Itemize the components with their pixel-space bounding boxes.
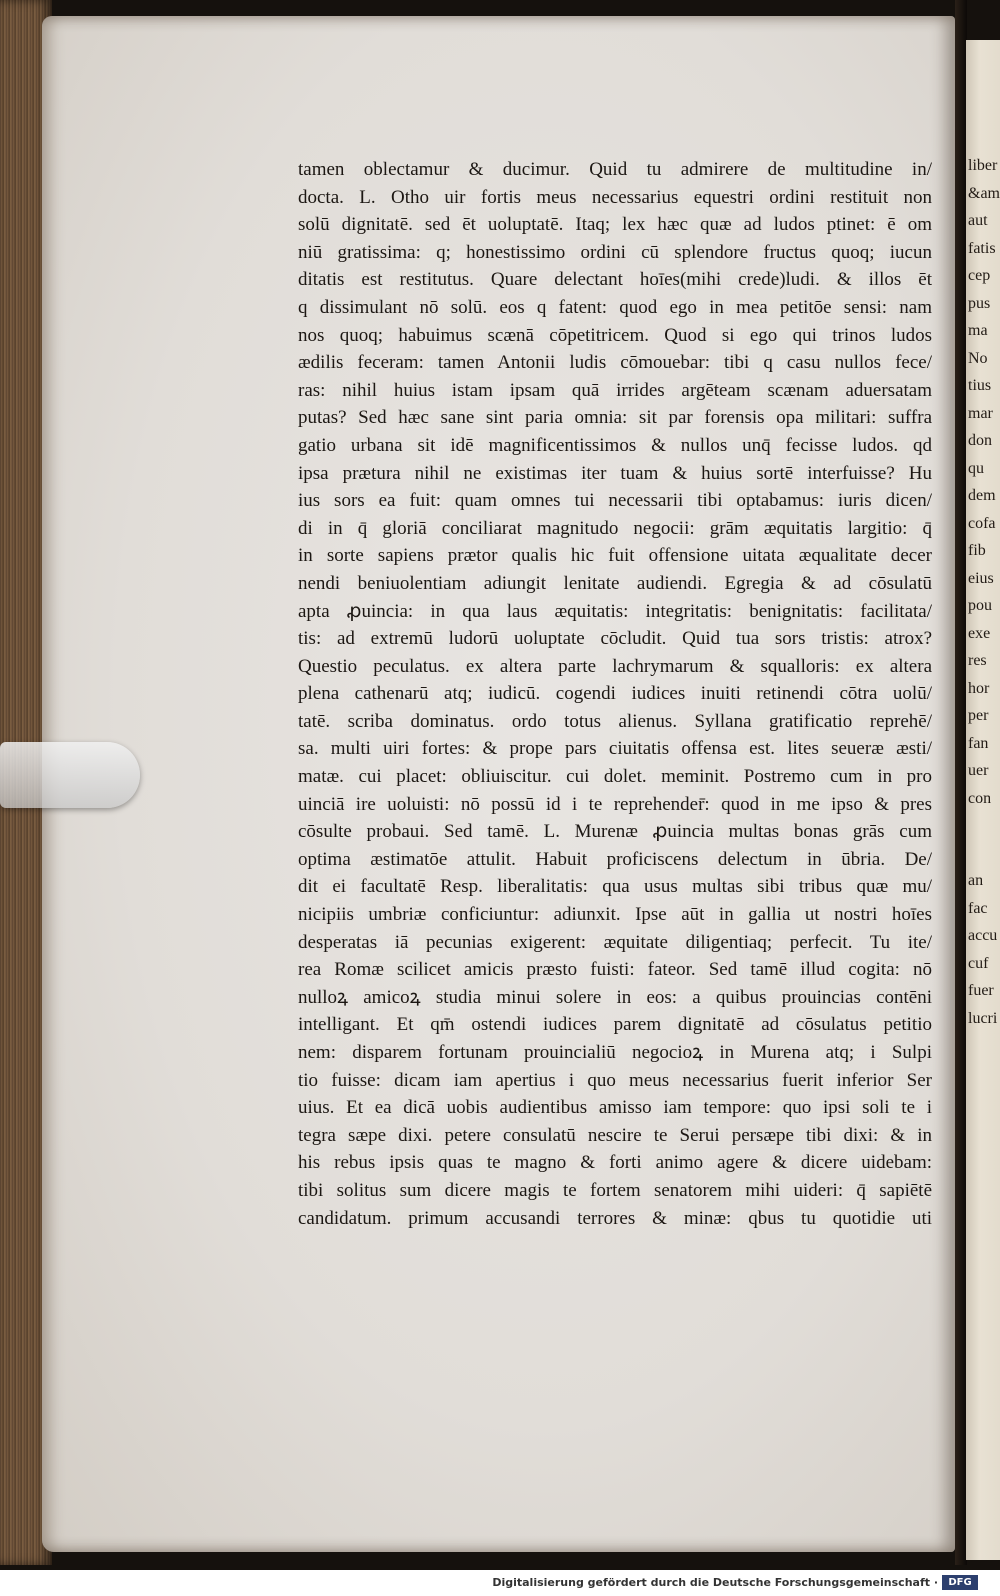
facing-page-fragment: fac	[968, 899, 988, 917]
text-line: tegra sæpe dixi. petere consulatū nescire te Serui persæpe tibi dixi: & in	[298, 1124, 932, 1146]
facing-page-fragment: res	[968, 652, 987, 669]
text-line: his rebus ipsis quas te magno & forti animo agere & dicere uidebam:	[298, 1152, 932, 1174]
text-line: putas? Sed hæc sane sint paria omnia: sit par forensis opa militari: suffra	[298, 407, 932, 429]
facing-page-fragment: an	[968, 872, 984, 889]
facing-page-edge	[966, 40, 1000, 1560]
facing-page-fragment: aut	[968, 212, 988, 229]
facing-page-fragment: cep	[968, 267, 991, 284]
facing-page-fragment	[968, 812, 1000, 840]
facing-page-fragment: hor	[968, 679, 990, 697]
facing-page-fragment: &am	[968, 184, 1000, 202]
text-line: ius sors ea fuit: quam omnes tui necessarii tibi optabamus: iuris dicen/	[298, 490, 932, 512]
facing-page-fragment: fan	[968, 734, 989, 752]
text-line: sa. multi uiri fortes: & prope pars ciuitatis offensa est. lites seueræ æsti/	[298, 738, 932, 760]
text-line: nicipiis umbriæ conficiuntur: adiunxit. Ipse aūt in gallia ut nostri hoīes	[298, 904, 932, 926]
text-line: tis: ad extremū ludorū uoluptate cōcludit. Quid tua sors tristis: atrox?	[298, 628, 932, 650]
text-line: tamen oblectamur & ducimur. Quid tu admirere de multitudine in/	[298, 159, 932, 180]
text-line: uius. Et ea dicā uobis audientibus amisso iam tempore: quo ipsi soli te i	[298, 1097, 932, 1119]
facing-page-fragment: qu	[968, 459, 984, 477]
facing-page-fragment: cuf	[968, 954, 989, 972]
text-line: apta ꝓuincia: in qua laus æquitatis: integritatis: benignitatis: facilitata/	[298, 600, 932, 622]
text-line: tibi solitus sum dicere magis te fortem senatorem mihi uideri: q̄ sapiētē	[298, 1179, 932, 1201]
facing-page-fragment: No	[968, 349, 988, 367]
facing-page-fragment: ma	[968, 322, 988, 339]
facing-page-fragment: accu	[968, 927, 998, 944]
facing-page-fragment: fib	[968, 542, 986, 559]
facing-page-text-fragments	[968, 152, 1000, 1032]
facing-page-fragment: mar	[968, 404, 993, 422]
facing-page-fragment: cofa	[968, 514, 996, 532]
text-line: tatē. scriba dominatus. ordo totus alienus. Syllana gratificatio reprehē/	[298, 710, 932, 732]
text-line: docta. L. Otho uir fortis meus necessarius equestri ordini restituit non	[298, 186, 932, 208]
facing-page-fragment: don	[968, 432, 992, 449]
facing-page-fragment: exe	[968, 624, 991, 642]
text-line: tio fuisse: dicam iam apertius i quo meus necessarius fuerit inferior Ser	[298, 1069, 932, 1091]
facing-page-fragment: pus	[968, 294, 991, 312]
text-line: desperatas iā pecunias exigerent: æquitate diligentiaq; perfecit. Tu ite/	[298, 931, 932, 953]
facing-page-fragment	[968, 840, 1000, 868]
text-line: nem: disparem fortunam prouincialiū negocioꝝ in Murena atq; i Sulpi	[298, 1042, 932, 1063]
text-line: solū dignitatē. sed ēt uoluptatē. Itaq; lex hæc quæ ad ludos ptinet: ē om	[298, 214, 932, 236]
text-line: plena cathenarū atq; iudicū. cogendi iudices inuiti retinendi cōtra uolū/	[298, 683, 932, 705]
footer-bar	[0, 1570, 1000, 1596]
text-line: nendi beniuolentiam adiungit lenitate audiendi. Egregia & ad cōsulatū	[298, 572, 932, 594]
facing-page-fragment: lucri	[968, 1009, 998, 1027]
facing-page-fragment: per	[968, 707, 989, 724]
text-line: nos quoq; habuimus scænā cōpetitricem. Quod si ego qui trinos ludos	[298, 324, 932, 346]
text-line: nulloꝝ amicoꝝ studia minui solere in eos: a quibus prouincias contēni	[298, 986, 932, 1008]
facing-page-fragment: liber	[968, 157, 998, 174]
facing-page-fragment: con	[968, 789, 992, 807]
text-line: di in q̄ gloriā conciliarat magnitudo negocii: grām æquitatis largitio: q̄	[298, 517, 932, 539]
text-line: matæ. cui placet: obliuiscitur. cui dolet. meminit. Postremo cum in pro	[298, 766, 932, 788]
text-line: candidatum. primum accusandi terrores & minæ: qbus tu quotidie uti	[298, 1207, 932, 1229]
dfg-logo[interactable]: DFG	[942, 1575, 978, 1590]
facing-page-fragment: eius	[968, 569, 994, 587]
page-text-block	[298, 156, 932, 1232]
text-line: optima æstimatōe attulit. Habuit proficiscens delectum in ūbria. De/	[298, 848, 932, 870]
facing-page-fragment: fatis	[968, 239, 996, 257]
text-line: rea Romæ scilicet amicis præsto fuisti: fateor. Sed tamē illud cogita: nō	[298, 959, 932, 981]
facing-page-fragment: pou	[968, 597, 992, 614]
text-line: ras: nihil huius istam ipsam quā irrides argēteam scænam aduersatam	[298, 379, 932, 401]
text-line: intelligant. Et qm̄ ostendi iudices parem dignitatē ad cōsulatus petitio	[298, 1014, 932, 1036]
facing-page-fragment: fuer	[968, 982, 994, 999]
text-line: niū gratissima: q; honestissimo ordini cū splendore fructus quoq; iucun	[298, 241, 932, 263]
text-line: cōsulte probaui. Sed tamē. L. Murenæ ꝓuincia multas bonas grās cum	[298, 821, 932, 843]
text-line: Questio peculatus. ex altera parte lachrymarum & squalloris: ex altera	[298, 655, 932, 677]
text-line: ditatis est restitutus. Quare delectant hoīes(mihi crede)ludi. & illos ēt	[298, 269, 932, 291]
text-line: ædilis feceram: tamen Antonii ludis cōmouebar: tibi q casu nullos fece/	[298, 352, 932, 374]
footer-credit: Digitalisierung gefördert durch die Deutsche Forschungsgemeinschaft ·	[492, 1576, 938, 1589]
facing-page-fragment: tius	[968, 377, 992, 394]
text-line: in sorte sapiens prætor qualis hic fuit offensione uitata æqualitate decer	[298, 545, 932, 567]
text-line: uinciā ire uoluisti: nō possū id i te reprehender̄: quod in me ipso & pres	[298, 793, 932, 815]
text-line: ipsa prætura nihil ne existimas iter tuam & huius sortē interfuisse? Hu	[298, 462, 932, 484]
facing-page-fragment: dem	[968, 487, 996, 504]
text-line: gatio urbana sit idē magnificentissimos & nullos unq̄ fecisse ludos. qd	[298, 434, 932, 456]
facing-page-fragment: uer	[968, 762, 989, 779]
text-line: q dissimulant nō solū. eos q fatent: quod ego in mea petitōe sensi: nam	[298, 296, 932, 318]
page-clip	[0, 742, 140, 808]
text-line: dit ei facultatē Resp. liberalitatis: qua usus multas sibi tribus quæ mu/	[298, 876, 932, 898]
